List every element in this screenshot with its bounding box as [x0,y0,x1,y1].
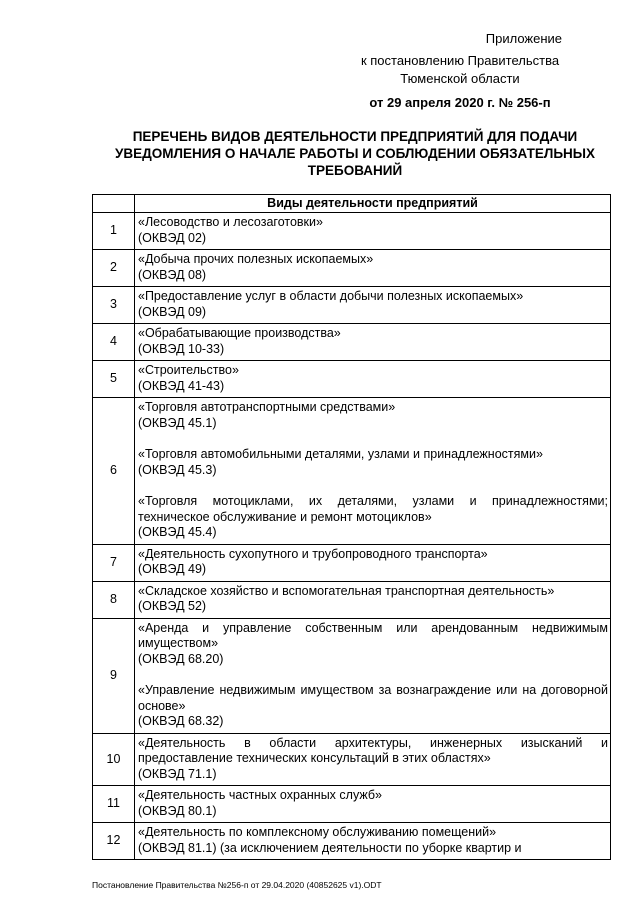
row-number: 8 [93,581,135,618]
activity-entry [138,215,608,246]
header-number-cell [93,195,135,213]
row-activity [135,398,611,545]
row-number: 3 [93,287,135,324]
row-activity [135,361,611,398]
row-activity [135,733,611,786]
table-body [93,213,611,860]
title-line-1: ПЕРЕЧЕНЬ ВИДОВ ДЕЯТЕЛЬНОСТИ ПРЕДПРИЯТИЙ ДЛЯ ПОДАЧИ [132,129,578,144]
okved-code: (ОКВЭД 52) [138,599,207,613]
appendix-date-number: от 29 апреля 2020 г. № 256-п [369,95,551,110]
activity-entry [138,326,608,357]
activity-entry [138,252,608,283]
row-activity [135,786,611,823]
activity-entry [138,736,608,783]
activity-name: «Добыча прочих полезных ископаемых» [138,252,374,266]
okved-code: (ОКВЭД 45.3) [138,462,217,477]
okved-code: (ОКВЭД 09) [138,304,207,319]
okved-code: (ОКВЭД 68.20) [138,651,224,666]
row-number: 1 [93,213,135,250]
activity-entry [138,683,608,730]
okved-code: (ОКВЭД 08) [138,267,207,282]
activity-entry [138,825,608,856]
okved-code: (ОКВЭД 80.1) [138,803,217,818]
row-number: 4 [93,324,135,361]
appendix-header [330,30,590,112]
row-activity [135,324,611,361]
row-activity [135,213,611,250]
activity-name: «Деятельность в области архитектуры, инженерных изысканий и предоставление технических консультаций в этих областях» [138,735,608,765]
activity-entry [138,447,608,478]
row-activity [135,823,611,860]
table-row [93,361,611,398]
row-activity [135,250,611,287]
row-number: 9 [93,618,135,733]
row-number: 5 [93,361,135,398]
table-row [93,324,611,361]
row-activity [135,618,611,733]
activity-name: «Складское хозяйство и вспомогательная транспортная деятельность» [138,583,555,598]
activity-name: «Деятельность сухопутного и трубопроводного транспорта» [138,546,488,561]
row-number: 2 [93,250,135,287]
activity-name: «Лесоводство и лесозаготовки» [138,215,323,229]
table-row [93,544,611,581]
table-row [93,213,611,250]
table-row [93,581,611,618]
activity-name: «Деятельность по комплексному обслуживанию помещений» [138,825,497,839]
appendix-label: Приложение [485,31,562,46]
activity-name: «Торговля автомобильными деталями, узлами и принадлежностями» [138,447,543,461]
activity-name: «Торговля автотранспортными средствами» [138,400,396,414]
table-row [93,287,611,324]
activities-table [92,194,611,860]
table-row [93,250,611,287]
activity-entry [138,400,608,431]
okved-code: (ОКВЭД 10-33) [138,341,225,356]
activity-entry [138,547,608,578]
appendix-resolution: к постановлению Правительства [360,53,560,68]
row-number: 12 [93,823,135,860]
table-row [93,786,611,823]
activity-entry [138,621,608,668]
activity-name: «Обрабатывающие производства» [138,326,341,340]
title-line-2: УВЕДОМЛЕНИЯ О НАЧАЛЕ РАБОТЫ И СОБЛЮДЕНИИ ОБЯЗАТЕЛЬНЫХ [114,146,596,161]
row-number: 6 [93,398,135,545]
table-row [93,398,611,545]
table-row [93,733,611,786]
activity-name: «Аренда и управление собственным или арендованным недвижимым имуществом» [138,620,608,650]
activity-name: «Деятельность частных охранных служб» [138,788,382,802]
activity-name: «Строительство» [138,363,239,377]
row-activity [135,544,611,581]
okved-code: (ОКВЭД 41-43) [138,378,225,393]
table-row [93,618,611,733]
okved-code: (ОКВЭД 45.4) [138,525,217,539]
header-activity-cell: Виды деятельности предприятий [135,195,611,213]
activity-name: «Управление недвижимым имуществом за вознаграждение или на договорной основе» [138,683,608,713]
okved-code: (ОКВЭД 02) [138,230,207,245]
okved-code: (ОКВЭД 49) [138,562,207,576]
row-activity [135,287,611,324]
activity-entry [138,584,608,615]
document-title [95,128,615,179]
activity-name: «Торговля мотоциклами, их деталями, узлами и принадлежностями; техническое обслуживание и ремонт мотоциклов» [138,494,608,524]
row-number: 11 [93,786,135,823]
okved-code: (ОКВЭД 81.1) (за исключением деятельности по уборке квартир и [138,840,522,855]
okved-code: (ОКВЭД 71.1) [138,766,217,781]
footer-file-reference: Постановление Правительства №256-п от 29.04.2020 (40852625 v1).ODT [92,880,382,890]
row-number: 10 [93,733,135,786]
activity-name: «Предоставление услуг в области добычи полезных ископаемых» [138,289,524,303]
table-row [93,823,611,860]
activity-entry [138,788,608,819]
activity-entry [138,289,608,320]
okved-code: (ОКВЭД 68.32) [138,714,224,728]
table-header-row [93,195,611,213]
okved-code: (ОКВЭД 45.1) [138,415,217,430]
activity-entry [138,363,608,394]
title-line-3: ТРЕБОВАНИЙ [307,163,403,178]
row-number: 7 [93,544,135,581]
appendix-region: Тюменской области [400,71,520,86]
row-activity [135,581,611,618]
activity-entry [138,494,608,541]
